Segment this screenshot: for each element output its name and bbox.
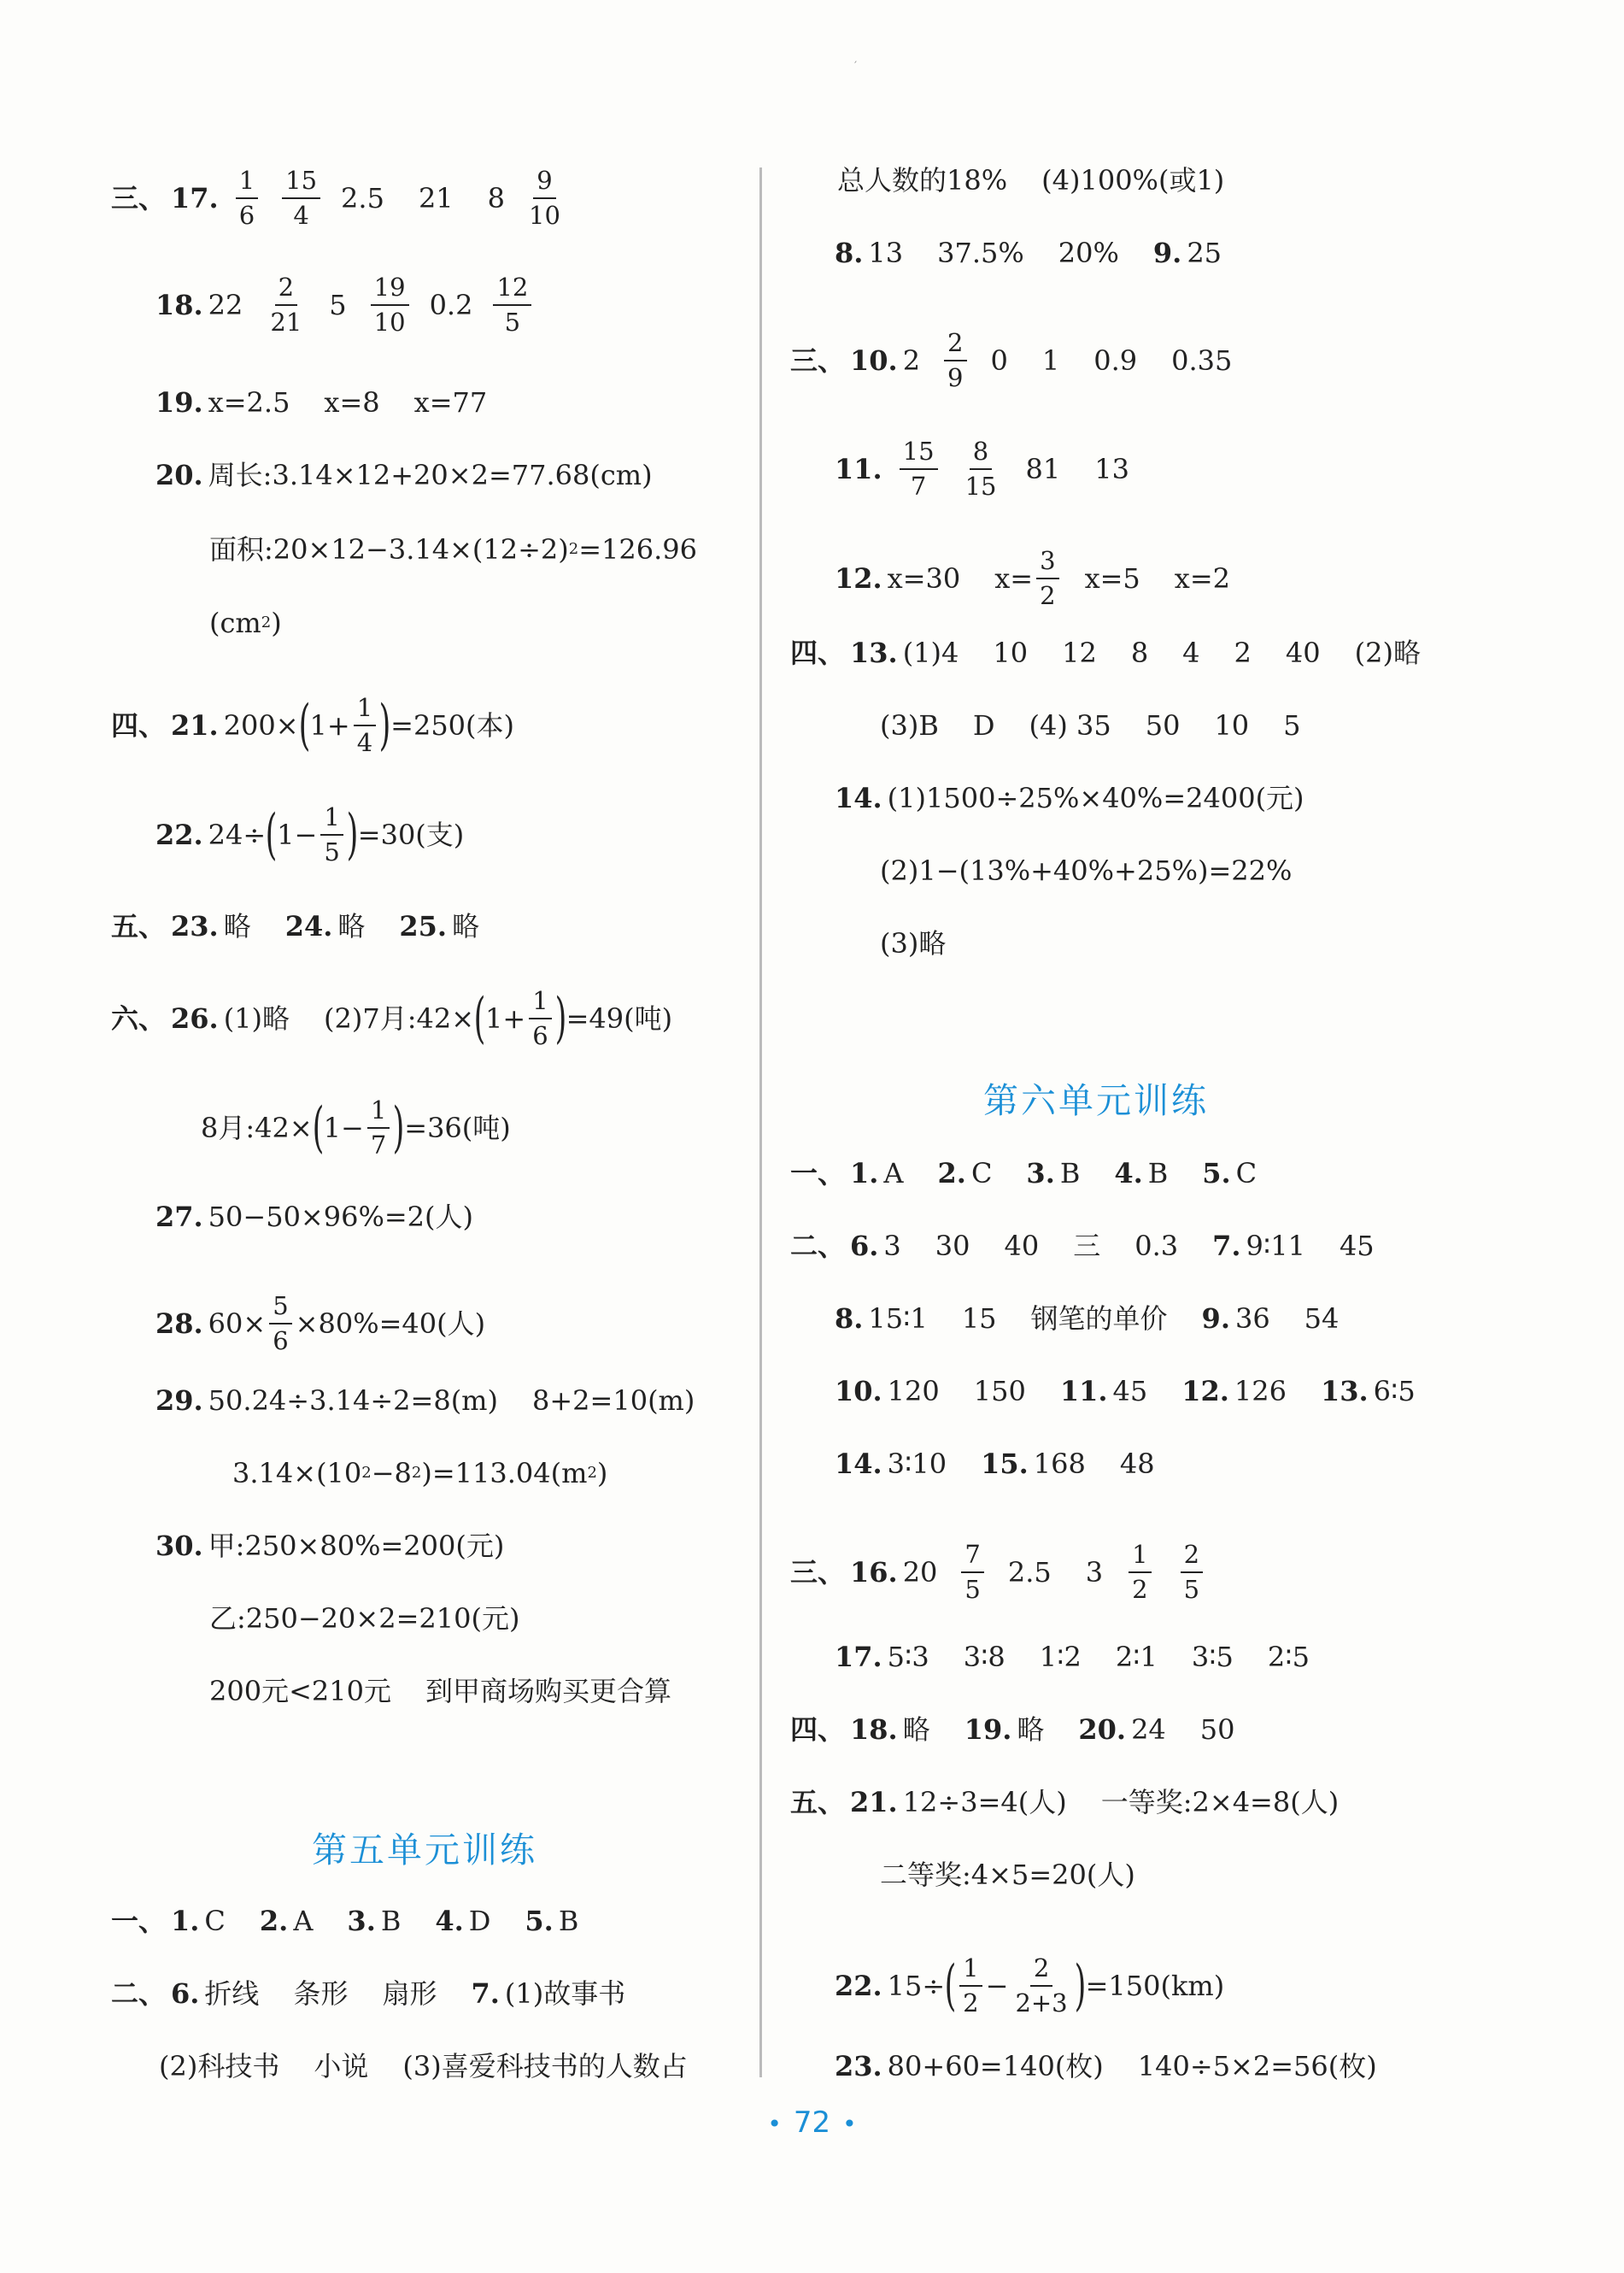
- unit6-answer-18-20: [790, 1713, 1235, 1746]
- answer-21: [111, 694, 514, 758]
- answer-value: (1)故事书: [504, 1977, 626, 2010]
- question-number: 17.: [835, 1641, 882, 1673]
- answer-value: 126: [1234, 1375, 1287, 1407]
- unit6-heading: 第六单元训练: [983, 1080, 1209, 1121]
- answer-22: [155, 803, 464, 867]
- unit6-answer-10-13: [835, 1377, 1416, 1405]
- answer-value: 50−50×96%=2(人): [208, 1201, 474, 1233]
- unit6-answer-8-9: [835, 1302, 1340, 1335]
- section-marker: 二、: [790, 1230, 846, 1262]
- section-marker: 三、: [790, 1556, 846, 1589]
- question-number: 19.: [964, 1713, 1012, 1746]
- unit6-answer-6-7: [790, 1232, 1375, 1260]
- answer-30-line2: [209, 1602, 520, 1635]
- answer-20-line2: [209, 533, 698, 566]
- unit6-answer-17: [835, 1643, 1310, 1671]
- answer-value: 钢笔的单价: [1030, 1302, 1168, 1335]
- answer-18: [155, 273, 543, 338]
- section-marker: 四、: [111, 709, 167, 743]
- answer-value: 50: [1145, 709, 1181, 742]
- answer-26-line2: [201, 1096, 511, 1160]
- answer-value: 60×: [208, 1307, 267, 1341]
- answer-30-line3: [209, 1677, 671, 1705]
- question-number: 6.: [850, 1230, 879, 1262]
- answer-value: 2∶1: [1115, 1641, 1158, 1673]
- fraction: $\frac{1}{4}$: [354, 694, 376, 758]
- fraction: $\frac{12}{5}$: [493, 273, 531, 338]
- answer-11: [835, 438, 1129, 502]
- paren: ): [392, 1095, 405, 1160]
- answer-8-9: [835, 239, 1222, 267]
- answer-value: =250(本): [390, 709, 515, 743]
- answer-19: [155, 386, 488, 419]
- unit6-answer-22: [835, 1954, 1224, 2018]
- question-number: 10.: [835, 1375, 882, 1407]
- answer-value: 9∶11: [1246, 1230, 1305, 1262]
- question-number: 20.: [1078, 1713, 1127, 1746]
- page-number-value: 72: [793, 2106, 831, 2140]
- answer-value: ): [271, 607, 282, 639]
- paren: (: [298, 693, 310, 757]
- answer-value: 13: [868, 237, 904, 269]
- answer-value: B: [380, 1905, 402, 1937]
- answer-17: [111, 167, 576, 231]
- answer-value: C: [204, 1905, 226, 1937]
- answer-value: 200元<210元: [209, 1675, 391, 1707]
- paren: ): [346, 802, 359, 866]
- question-number: 6.: [171, 1977, 200, 2010]
- answer-value: 略: [337, 910, 366, 943]
- answer-value: x=5: [1084, 562, 1140, 596]
- answer-value: 5: [329, 289, 347, 322]
- unit6-answer-23: [835, 2050, 1377, 2082]
- answer-14: [835, 784, 1304, 812]
- answer-value: 54: [1304, 1302, 1340, 1335]
- answer-value: 2: [1234, 637, 1252, 669]
- column-divider: [759, 167, 762, 2077]
- answer-value: 22: [208, 289, 243, 322]
- answer-value: 50: [1199, 1713, 1235, 1746]
- answer-29: [155, 1384, 695, 1417]
- answer-value: 40: [1004, 1230, 1040, 1262]
- question-number: 10.: [850, 344, 898, 378]
- superscript: 2: [568, 540, 579, 558]
- answer-value: 扇形: [382, 1977, 437, 2010]
- answer-value: =49(吨): [566, 1002, 673, 1036]
- answer-value: (3)B: [880, 709, 939, 742]
- answer-value: 120: [887, 1375, 940, 1407]
- fraction: $\frac{1}{7}$: [367, 1096, 390, 1160]
- paren: (: [473, 986, 486, 1050]
- answer-value: 10: [1214, 709, 1250, 742]
- answer-value: 15÷: [887, 1970, 946, 2003]
- question-number: 19.: [155, 386, 203, 419]
- answer-value: −8: [371, 1457, 412, 1489]
- fraction: $\frac{19}{10}$: [371, 273, 409, 338]
- answer-value: 总人数的18%: [837, 164, 1008, 197]
- section-marker: 五、: [111, 910, 167, 943]
- superscript: 2: [261, 614, 272, 631]
- answer-value: 乙:250−20×2=210(元): [209, 1602, 520, 1635]
- answer-value: 20: [902, 1556, 938, 1589]
- answer-value: B: [1059, 1157, 1081, 1189]
- answer-value: 3: [883, 1230, 901, 1262]
- question-number: 30.: [155, 1530, 203, 1562]
- answer-value: 1−: [277, 819, 318, 852]
- answer-value: 13: [1094, 453, 1129, 486]
- answer-value: )=113.04(m: [421, 1457, 588, 1489]
- answer-value: (4) 35: [1029, 709, 1111, 742]
- fraction: $\frac{3}{2}$: [1036, 547, 1058, 611]
- answer-27: [155, 1201, 474, 1233]
- paren: (: [265, 802, 278, 866]
- fraction: $\frac{2}{2+3}$: [1015, 1953, 1068, 2018]
- answer-30: [155, 1530, 505, 1562]
- section-marker: 一、: [790, 1157, 846, 1189]
- question-number: 11.: [1059, 1375, 1108, 1407]
- question-number: 14.: [835, 1448, 882, 1480]
- section-marker: 一、: [111, 1905, 167, 1937]
- answer-value: 48: [1119, 1448, 1155, 1480]
- answer-value: 0.9: [1093, 344, 1138, 378]
- answer-value: 3.14×(10: [232, 1457, 362, 1489]
- answer-value: 2: [902, 344, 921, 378]
- question-number: 8.: [835, 1302, 864, 1335]
- answer-value: 30: [935, 1230, 970, 1262]
- answer-20: [155, 461, 653, 489]
- fraction: $\frac{1}{2}$: [1129, 1541, 1151, 1605]
- answer-value: C: [970, 1157, 993, 1189]
- answer-value: 24: [1131, 1713, 1166, 1746]
- question-number: 7.: [1212, 1230, 1241, 1262]
- answer-value: (1)略: [223, 1002, 290, 1036]
- answer-value: x=8: [324, 386, 380, 419]
- answer-value: 3: [1085, 1556, 1104, 1589]
- answer-value: 12: [1062, 637, 1097, 669]
- superscript: 2: [361, 1464, 372, 1482]
- paren: (: [944, 1953, 957, 2018]
- answer-value: x=: [994, 562, 1034, 596]
- answer-value: 3∶8: [963, 1641, 1005, 1673]
- question-number: 25.: [399, 910, 448, 943]
- answer-26: [111, 987, 672, 1051]
- unit5-heading: 第五单元训练: [312, 1830, 537, 1871]
- superscript: 2: [587, 1464, 597, 1482]
- answer-value: 8+2=10(m): [532, 1384, 695, 1417]
- question-number: 2.: [259, 1905, 289, 1937]
- answer-value: 80+60=140(枚): [887, 2050, 1104, 2082]
- question-number: 17.: [171, 182, 219, 215]
- answer-value: 略: [1017, 1713, 1045, 1746]
- answer-value: 3∶10: [887, 1448, 947, 1480]
- question-number: 14.: [835, 782, 882, 814]
- answer-value: 1: [1041, 344, 1060, 378]
- fraction: $\frac{7}{5}$: [961, 1541, 983, 1605]
- answer-value: 81: [1025, 453, 1061, 486]
- question-number: 24.: [284, 910, 333, 943]
- question-number: 21.: [171, 709, 219, 743]
- answer-value: =30(支): [357, 819, 465, 852]
- answer-value: 1−: [323, 1112, 364, 1145]
- answer-value: 一等奖:2×4=8(人): [1100, 1786, 1340, 1818]
- section-marker: 二、: [111, 1977, 167, 2010]
- question-number: 3.: [1026, 1157, 1055, 1189]
- answer-value: 37.5%: [937, 237, 1024, 269]
- question-number: 18.: [155, 289, 203, 322]
- question-number: 16.: [850, 1556, 898, 1589]
- answer-value: 24÷: [208, 819, 267, 852]
- answer-value: 条形: [293, 1977, 349, 2010]
- answer-value: 5: [1283, 709, 1301, 742]
- paren: ): [378, 693, 391, 757]
- answer-value: 0: [990, 344, 1008, 378]
- question-number: 1.: [850, 1157, 879, 1189]
- answer-7-continued: [837, 164, 1225, 197]
- answer-10: [790, 329, 1232, 393]
- fraction: $\frac{9}{10}$: [529, 166, 560, 231]
- answer-value: D: [972, 709, 995, 742]
- answer-value: (2)7月:42×: [324, 1002, 475, 1036]
- answer-value: 三: [1073, 1230, 1101, 1262]
- answer-value: 50.24÷3.14÷2=8(m): [208, 1384, 498, 1417]
- fraction: $\frac{2}{21}$: [270, 273, 302, 338]
- answer-value: 168: [1033, 1448, 1086, 1480]
- question-number: 22.: [155, 819, 203, 852]
- answer-value: 1∶2: [1039, 1641, 1082, 1673]
- unit5-answer-7-line2: [159, 2050, 688, 2082]
- question-number: 26.: [171, 1002, 219, 1036]
- question-number: 5.: [1202, 1157, 1231, 1189]
- answer-value: 折线: [204, 1977, 260, 2010]
- question-number: 12.: [835, 562, 882, 596]
- answer-value: 略: [452, 910, 480, 943]
- answer-value: 5∶3: [887, 1641, 929, 1673]
- answer-value: x=2: [1174, 562, 1230, 596]
- fraction: $\frac{2}{5}$: [1181, 1541, 1203, 1605]
- question-number: 18.: [850, 1713, 898, 1746]
- question-number: 28.: [155, 1307, 203, 1341]
- question-number: 23.: [171, 910, 219, 943]
- answer-14-line3: [880, 927, 947, 960]
- answer-value: (1)4: [902, 637, 959, 669]
- answer-value: 甲:250×80%=200(元): [208, 1530, 505, 1562]
- question-number: 9.: [1201, 1302, 1230, 1335]
- answer-value: 4: [1182, 637, 1200, 669]
- section-marker: 三、: [111, 182, 167, 215]
- paren: (: [312, 1095, 325, 1160]
- answer-value: 0.3: [1134, 1230, 1179, 1262]
- answer-value: 150: [973, 1375, 1026, 1407]
- question-number: 9.: [1152, 237, 1182, 269]
- question-number: 2.: [937, 1157, 966, 1189]
- answer-28: [155, 1292, 485, 1356]
- question-number: 27.: [155, 1201, 203, 1233]
- section-marker: 五、: [790, 1786, 846, 1818]
- answer-13: [790, 639, 1421, 667]
- answer-value: 0.2: [429, 289, 473, 322]
- answer-value: (1)1500÷25%×40%=2400(元): [887, 782, 1304, 814]
- fraction: $\frac{5}{6}$: [269, 1292, 291, 1356]
- answer-value: 3∶5: [1191, 1641, 1234, 1673]
- answer-value: (2)科技书: [159, 2050, 280, 2082]
- unit6-answer-21: [790, 1788, 1339, 1816]
- answer-value: B: [1147, 1157, 1169, 1189]
- answer-value: (2)略: [1354, 637, 1421, 669]
- unit6-answer-16: [790, 1541, 1215, 1605]
- fraction: $\frac{8}{15}$: [964, 437, 997, 502]
- answer-value: 8月:42×: [201, 1112, 313, 1145]
- section-marker: 三、: [790, 344, 846, 378]
- fraction: $\frac{1}{6}$: [529, 987, 551, 1051]
- question-number: 13.: [850, 637, 898, 669]
- answer-value: 6∶5: [1373, 1375, 1416, 1407]
- section-marker: 六、: [111, 1002, 167, 1036]
- answer-value: 面积:20×12−3.14×(12÷2): [209, 533, 569, 566]
- question-number: 12.: [1181, 1375, 1229, 1407]
- answer-value: 1+: [309, 709, 350, 743]
- superscript: 2: [411, 1464, 422, 1482]
- answer-value: 20%: [1058, 237, 1119, 269]
- answer-value: =36(吨): [404, 1112, 511, 1145]
- section-marker: 四、: [790, 637, 846, 669]
- fraction: $\frac{1}{2}$: [959, 1954, 982, 2018]
- answer-value: (3)喜爱科技书的人数占: [402, 2050, 688, 2082]
- answer-value: 2.5: [341, 182, 384, 215]
- question-number: 7.: [471, 1977, 500, 2010]
- question-number: 4.: [435, 1905, 464, 1937]
- fraction: $\frac{2}{9}$: [944, 329, 966, 393]
- answer-value: 45: [1112, 1375, 1148, 1407]
- answer-value: (3)略: [880, 927, 947, 960]
- question-number: 3.: [347, 1905, 376, 1937]
- left-column: [111, 0, 743, 2273]
- unit5-answer-6-7: [111, 1977, 626, 2010]
- answer-value: x=2.5: [208, 386, 290, 419]
- answer-value: (cm: [209, 607, 261, 639]
- answer-value: 15∶1: [868, 1302, 928, 1335]
- right-column: [790, 0, 1439, 2273]
- answer-value: D: [468, 1905, 491, 1937]
- answer-value: B: [558, 1905, 579, 1937]
- question-number: 11.: [835, 453, 882, 486]
- paren: ): [554, 986, 566, 1050]
- question-number: 5.: [525, 1905, 554, 1937]
- answer-value: 8: [487, 182, 506, 215]
- answer-value: A: [293, 1905, 314, 1937]
- answer-value: 2∶5: [1267, 1641, 1310, 1673]
- question-number: 4.: [1114, 1157, 1143, 1189]
- unit6-answer-14-15: [835, 1448, 1155, 1480]
- fraction: $\frac{1}{6}$: [236, 167, 258, 231]
- page-number: • 72 •: [767, 2106, 857, 2140]
- answer-value: 140÷5×2=56(枚): [1137, 2050, 1377, 2082]
- answer-20-line3: [209, 609, 282, 637]
- question-number: 21.: [850, 1786, 898, 1818]
- unit6-answer-1-5: [790, 1157, 1258, 1189]
- answer-value: 周长:3.14×12+20×2=77.68(cm): [208, 459, 653, 491]
- answer-13-line2: [880, 709, 1301, 742]
- answer-value: 略: [223, 910, 251, 943]
- answer-value: ×80%=40(人): [295, 1307, 486, 1341]
- answer-value: 21: [418, 182, 454, 215]
- answer-value: 15: [961, 1302, 997, 1335]
- answer-value: 二等奖:4×5=20(人): [880, 1859, 1135, 1891]
- question-number: 15.: [981, 1448, 1029, 1480]
- answer-value: 2.5: [1007, 1556, 1052, 1589]
- answer-value: 到甲商场购买更合算: [425, 1675, 671, 1707]
- answer-value: (4)100%(或1): [1041, 164, 1225, 197]
- answer-value: ): [596, 1457, 608, 1489]
- answer-value: 10: [993, 637, 1029, 669]
- paren: ): [1074, 1953, 1086, 2018]
- unit6-answer-21-line2: [880, 1859, 1135, 1891]
- answer-value: 200×: [223, 709, 299, 743]
- answer-value: 8: [1130, 637, 1149, 669]
- question-number: 13.: [1320, 1375, 1369, 1407]
- answer-value: C: [1235, 1157, 1258, 1189]
- section-marker: 四、: [790, 1713, 846, 1746]
- answer-value: 36: [1234, 1302, 1270, 1335]
- answer-value: x=77: [413, 386, 488, 419]
- answer-value: 45: [1339, 1230, 1375, 1262]
- answer-value: 40: [1285, 637, 1321, 669]
- unit5-answer-1-5: [111, 1907, 578, 1935]
- page-mark: ′: [854, 60, 858, 73]
- fraction: $\frac{1}{5}$: [320, 803, 343, 867]
- answer-value: 1+: [485, 1002, 526, 1036]
- answer-value: (2)1−(13%+40%+25%)=22%: [880, 855, 1293, 887]
- answer-value: A: [883, 1157, 904, 1189]
- answer-23-25: [111, 910, 480, 943]
- answer-value: 小说: [314, 2050, 369, 2082]
- answer-14-line2: [880, 855, 1293, 887]
- fraction: $\frac{15}{4}$: [282, 167, 320, 231]
- answer-value: x=30: [887, 562, 961, 596]
- fraction: $\frac{15}{7}$: [900, 438, 938, 502]
- answer-value: 0.35: [1171, 344, 1233, 378]
- answer-value: 12÷3=4(人): [902, 1786, 1067, 1818]
- answer-value: −: [985, 1970, 1009, 2003]
- answer-value: =150(km): [1085, 1970, 1225, 2003]
- answer-29-line2: [232, 1457, 608, 1489]
- question-number: 1.: [171, 1905, 200, 1937]
- answer-value: 25: [1187, 237, 1222, 269]
- question-number: 20.: [155, 459, 203, 491]
- answer-12: [835, 547, 1230, 611]
- question-number: 23.: [835, 2050, 882, 2082]
- question-number: 29.: [155, 1384, 203, 1417]
- question-number: 8.: [835, 237, 864, 269]
- answer-value: =126.96: [578, 533, 698, 566]
- answer-value: 略: [902, 1713, 930, 1746]
- question-number: 22.: [835, 1970, 882, 2003]
